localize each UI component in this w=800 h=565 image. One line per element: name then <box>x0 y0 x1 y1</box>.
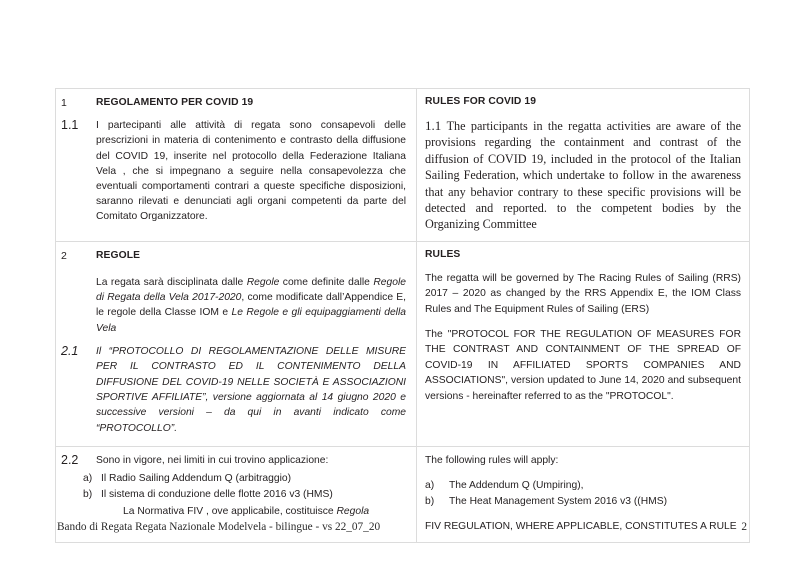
rules-lead-text: La regata sarà disciplinata dalle <box>96 277 247 289</box>
rules-italic-2: Regole di Regata della Vela 2017-2020 <box>96 277 406 304</box>
italian-cell-rules <box>56 241 417 446</box>
clause-2-2 <box>61 453 406 468</box>
italian-sublist <box>61 471 406 520</box>
clause-number: 2.1 <box>61 343 79 358</box>
rules-mid-2: , come modificate dall’Appendice E, le regole della Classe IOM e <box>96 292 407 319</box>
english-clause-1-1 <box>425 118 741 233</box>
clause-number: 1.1 <box>61 118 79 133</box>
list-item-text: Il sistema di conduzione delle flotte 2016 v3 (HMS) <box>101 488 333 500</box>
page-footer <box>57 521 747 533</box>
list-item-text: The Addendum Q (Umpiring), <box>449 479 584 491</box>
english-heading-text: RULES FOR COVID 19 <box>425 96 537 107</box>
clause-heading-text: REGOLE <box>96 249 141 261</box>
english-body-text: The participants in the regatta activities are aware of the provisions regarding the containment and contrast of the diffusion of COVID 19, included in the protocol of the Italian Sailing Federation, which undertake to follow in the awareness that any behavior contrary to these specific provisions will be detected and reported. to the competent bodies by the Organizing Committee <box>425 119 742 232</box>
list-item-text: The Heat Management System 2016 v3 ((HMS) <box>449 495 668 507</box>
clause-heading-2 <box>61 248 406 263</box>
list-item-closing <box>61 503 406 520</box>
list-item <box>61 487 406 503</box>
clause-number: 2 <box>61 249 67 262</box>
list-item-label: a) <box>425 479 435 491</box>
table-row <box>56 241 750 446</box>
list-item <box>425 478 741 494</box>
clause-heading-text: REGOLAMENTO PER COVID 19 <box>96 97 254 108</box>
closing-italic-text: Regola <box>336 505 370 517</box>
english-paragraph-protocol: The "PROTOCOL FOR THE REGULATION OF MEASURES FOR THE CONTRAST AND CONTAINMENT OF THE SPREAD OF COVID-19 IN AFFILIATED SPORTS COMPANIES AND ASSOCIATIONS", version updated to June 14, 2020 and subsequent versions - hereinafter referred to as the "PROTOCOL". <box>425 328 741 402</box>
clause-heading-1 <box>61 95 406 110</box>
page-number: 2 <box>741 521 747 533</box>
rules-mid-1: come definite dalle <box>279 277 374 289</box>
list-item <box>61 471 406 487</box>
english-lead-text: The following rules will apply: <box>425 455 559 467</box>
clause-2-1 <box>61 344 406 436</box>
english-closing-text: FIV REGULATION, WHERE APPLICABLE, CONSTITUTES A RULE <box>425 520 737 532</box>
list-item-label: a) <box>83 472 93 484</box>
english-cell-covid <box>417 89 750 242</box>
clause-number: 1 <box>61 97 67 109</box>
clause-number: 2.2 <box>61 453 79 468</box>
clause-number: 1.1 <box>425 118 442 133</box>
rules-italic-1: Regole <box>246 277 280 289</box>
list-item-label: b) <box>83 488 93 500</box>
list-item-label: b) <box>425 495 435 507</box>
table-row <box>56 89 750 242</box>
clause-body-text <box>96 275 406 336</box>
english-paragraph-rrs: The regatta will be governed by The Racing Rules of Sailing (RRS) 2017 – 2020 as changed by the RRS Appendix E, the IOM Class Rules and The Equipment Rules of Sailing (ERS) <box>425 272 741 316</box>
closing-lead-text: La Normativa FIV , ove applicabile, costituisce <box>123 505 337 517</box>
clause-body-text: Il “PROTOCOLLO DI REGOLAMENTAZIONE DELLE MISURE PER IL CONTRASTO ED IL CONTENIMENTO DELLA DIFFUSIONE DEL COVID-19 NELLE SOCIETÀ E ASSOCIAZIONI SPORTIVE AFFILIATE”, versione aggiornata al 14 giugno 2020 e successive versioni – da qui in avanti indicato come “PROTOCOLLO”. <box>96 345 406 434</box>
list-item <box>425 494 741 510</box>
clause-body-text: I partecipanti alle attività di regata sono consapevoli delle prescrizioni in materia di contenimento e contrasto della diffusione del COVID 19, inserite nel protocollo della Federazione Italiana Vela , che si impegnano a seguire nella consapevolezza che eventuali comportamenti contrari a queste specifiche disposizioni, saranno rilevati e denunciati agli organi competenti da parte del Comitato Organizzatore. <box>96 120 406 223</box>
rules-italic-3: Le Regole e gli equipaggiamenti della Vela <box>96 307 406 334</box>
clause-2-intro <box>61 275 406 336</box>
english-cell-rules <box>417 241 750 446</box>
clause-lead-text: Sono in vigore, nei limiti in cui trovino applicazione: <box>96 455 329 467</box>
english-heading-text: RULES <box>425 248 461 260</box>
list-item-text: Il Radio Sailing Addendum Q (arbitraggio) <box>101 472 292 484</box>
footer-title: Bando di Regata Regata Nazionale Modelvela - bilingue - vs 22_07_20 <box>57 521 381 533</box>
bilingual-rules-table <box>55 88 750 543</box>
clause-1-1 <box>61 118 406 224</box>
italian-cell-covid <box>56 89 417 242</box>
english-sublist <box>425 478 741 510</box>
